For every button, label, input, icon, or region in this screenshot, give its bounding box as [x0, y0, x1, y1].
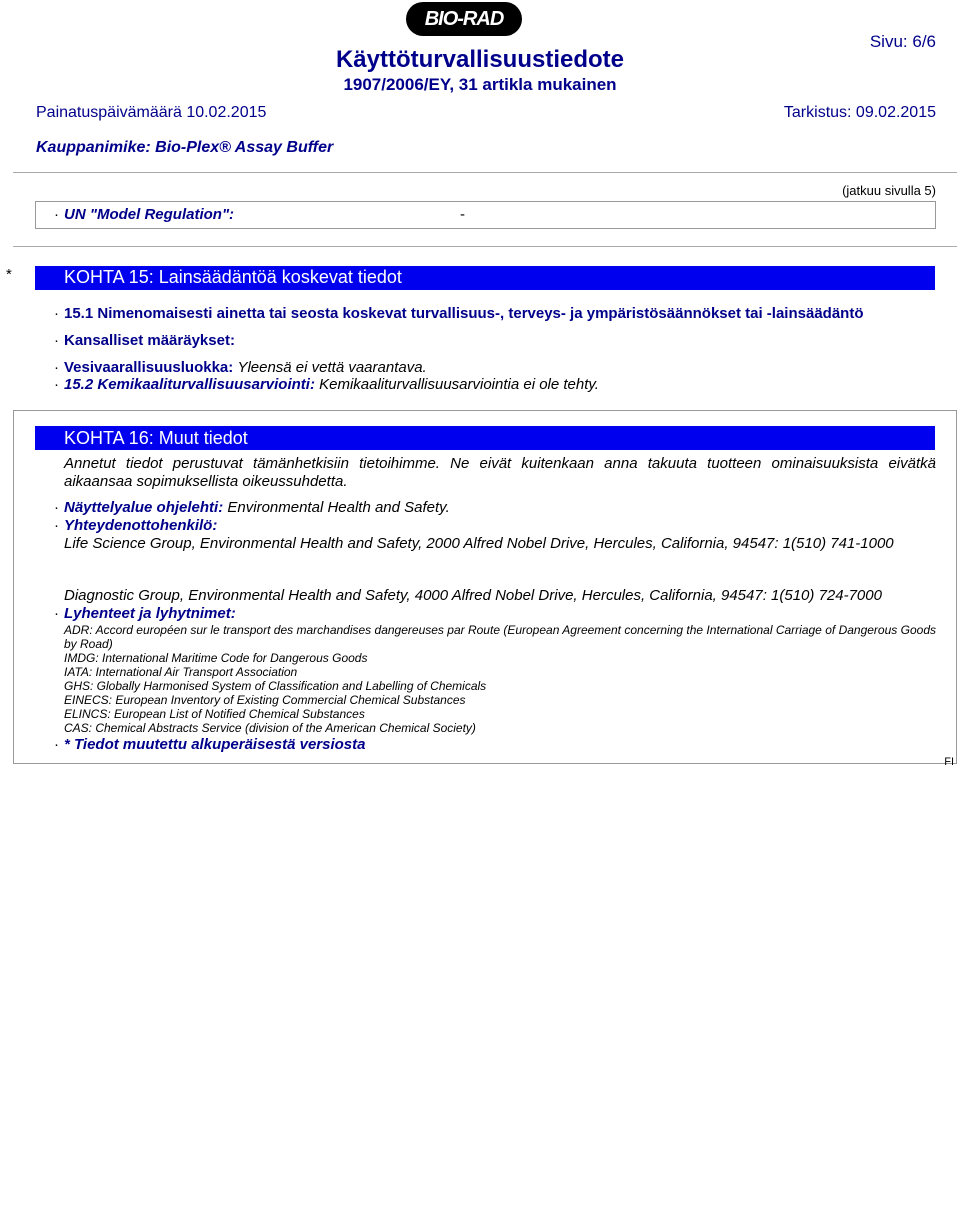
print-date: Painatuspäivämäärä 10.02.2015: [36, 104, 267, 121]
abbreviation-item: IATA: International Air Transport Association: [64, 665, 298, 679]
abbreviation-item: ADR: Accord européen sur le transport des marchandises dangereuses par Route (European Agreement concerning the International Carriage of Dangerous Goods by Road): [64, 623, 936, 651]
abbreviations-label: Lyhenteet ja lyhytnimet:: [64, 605, 236, 622]
section-15-title: KOHTA 15: Lainsäädäntöä koskevat tiedot: [64, 267, 402, 287]
item-15-2-value: Kemikaaliturvallisuusarviointia ei ole tehty.: [319, 376, 599, 393]
water-hazard-label: Vesivaarallisuusluokka:: [64, 359, 234, 376]
contact-diagnostic: Diagnostic Group, Environmental Health and Safety, 4000 Alfred Nobel Drive, Hercules, California, 94547: 1(510) 724-7000: [64, 587, 882, 604]
department-label: Näyttelyalue ohjelehti:: [64, 499, 224, 516]
abbreviation-item: GHS: Globally Harmonised System of Classification and Labelling of Chemicals: [64, 679, 487, 693]
un-model-label: UN "Model Regulation":: [64, 206, 235, 223]
un-model-row: · UN "Model Regulation":: [54, 206, 235, 223]
abbreviations-row: · Lyhenteet ja lyhytnimet:: [54, 605, 236, 622]
item-15-1: · 15.1 Nimenomaisesti ainetta tai seosta koskevat turvallisuus-, terveys- ja ympäristösäännökset tai -lainsäädäntö: [54, 305, 864, 322]
contact-row: · Yhteydenottohenkilö:: [54, 517, 218, 534]
bio-rad-logo: [406, 2, 522, 36]
abbreviation-item: EINECS: European Inventory of Existing Commercial Chemical Substances: [64, 693, 466, 707]
change-marker: *: [6, 266, 12, 283]
contact-label: Yhteydenottohenkilö:: [64, 517, 218, 534]
item-15-2-row: · 15.2 Kemikaaliturvallisuusarviointi: Kemikaaliturvallisuusarviointia ei ole tehty.: [54, 376, 599, 393]
abbreviation-item: ELINCS: European List of Notified Chemical Substances: [64, 707, 365, 721]
contact-life-science: Life Science Group, Environmental Health and Safety, 2000 Alfred Nobel Drive, Hercules, California, 94547: 1(510) 741-1000: [64, 535, 894, 552]
document-title: Käyttöturvallisuustiedote: [335, 46, 625, 73]
national-regulations-label: Kansalliset määräykset:: [64, 332, 235, 349]
national-regulations: · Kansalliset määräykset:: [54, 332, 235, 349]
changed-note: * Tiedot muutettu alkuperäisestä versiosta: [64, 736, 366, 753]
header-divider: [13, 172, 957, 173]
abbreviation-item: IMDG: International Maritime Code for Dangerous Goods: [64, 651, 368, 665]
department-row: · Näyttelyalue ohjelehti: Environmental Health and Safety.: [54, 499, 450, 516]
un-model-value: -: [460, 206, 465, 223]
item-15-2-label: 15.2 Kemikaaliturvallisuusarviointi:: [64, 376, 315, 393]
item-15-1-text: 15.1 Nimenomaisesti ainetta tai seosta koskevat turvallisuus-, terveys- ja ympäristösäännökset tai -lainsäädäntö: [64, 305, 864, 322]
abbreviation-item: CAS: Chemical Abstracts Service (division of the American Chemical Society): [64, 721, 476, 735]
section-divider: [13, 246, 957, 247]
section-16-title: KOHTA 16: Muut tiedot: [64, 428, 248, 448]
language-code: FI: [944, 756, 954, 768]
changed-note-row: · * Tiedot muutettu alkuperäisestä versiosta: [54, 736, 366, 753]
water-hazard-row: · Vesivaarallisuusluokka: Yleensä ei vettä vaarantava.: [54, 359, 427, 376]
section-16-intro: Annetut tiedot perustuvat tämänhetkisiin tietoihimme. Ne eivät kuitenkaan anna takuuta tuotteen ominaisuuksista eivätkä aikaansaa sopimuksellista oikeussuhdetta.: [64, 455, 936, 490]
department-value: Environmental Health and Safety.: [227, 499, 450, 516]
product-name: Kauppanimike: Bio-Plex® Assay Buffer: [36, 139, 334, 156]
continuation-note: (jatkuu sivulla 5): [842, 183, 936, 198]
revision-date: Tarkistus: 09.02.2015: [783, 104, 936, 121]
water-hazard-value: Yleensä ei vettä vaarantava.: [237, 359, 427, 376]
page-number: Sivu: 6/6: [869, 32, 936, 51]
document-subtitle: 1907/2006/EY, 31 artikla mukainen: [343, 75, 617, 94]
logo-text: BIO-RAD: [424, 7, 504, 30]
